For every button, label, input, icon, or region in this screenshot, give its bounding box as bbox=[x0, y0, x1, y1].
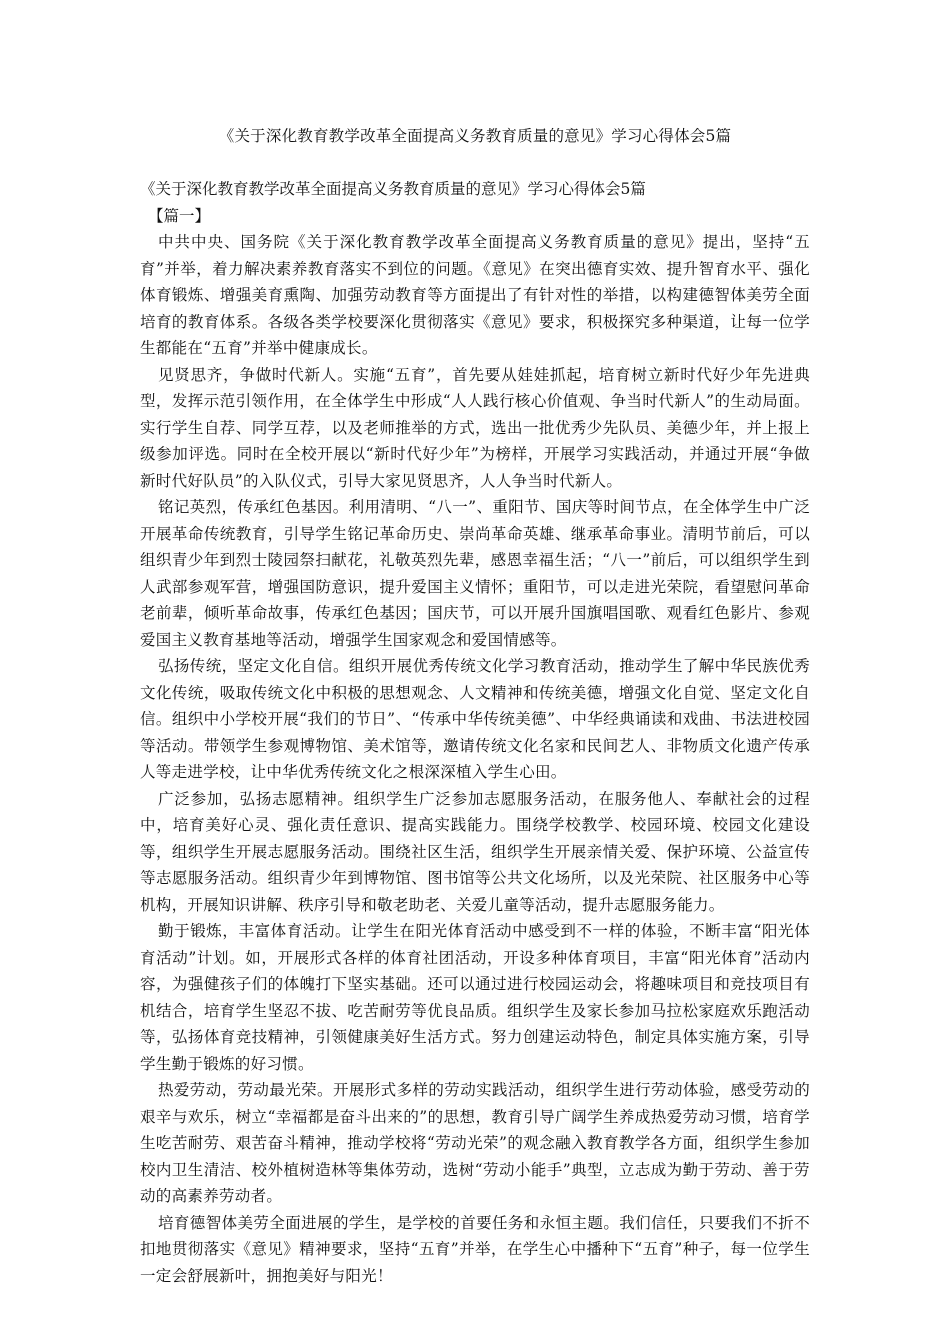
paragraph-physical-exercise: 勤于锻炼，丰富体育活动。让学生在阳光体育活动中感受到不一样的体验，不断丰富“阳光体育活动”计划。如，开展形式各样的体育社团活动，开设多种体育项目，丰富“阳光体育”活动内容，为强健孩子们的体魄打下坚实基础。还可以通过进行校园运动会，将趣味项目和竞技项目有机结合，培育学生坚忍不拔、吃苦耐劳等优良品质。组织学生及家长参加马拉松家庭欢乐跑活动等，弘扬体育竞技精神，引领健康美好生活方式。努力创建运动特色，制定具体实施方案，引导学生勤于锻炼的好习惯。 bbox=[140, 922, 810, 1073]
paragraph-red-heritage: 铭记英烈，传承红色基因。利用清明、“八一”、重阳节、国庆等时间节点，在全体学生中广泛开展革命传统教育，引导学生铭记革命历史、崇尚革命英雄、继承革命事业。清明节前后，可以组织青少年到烈士陵园祭扫献花，礼敬英烈先辈，感恩幸福生活；“八一”前后，可以组织学生到人武部参观军营，增强国防意识，提升爱国主义情怀；重阳节，可以走进光荣院，看望慰问革命老前辈，倾听革命故事，传承红色基因；国庆节，可以开展升国旗唱国歌、观看红色影片、参观爱国主义教育基地等活动，增强学生国家观念和爱国情感等。 bbox=[140, 498, 810, 649]
document-title: 《关于深化教育教学改革全面提高义务教育质量的意见》学习心得体会5篇 bbox=[218, 127, 732, 145]
paragraph-intro: 中共中央、国务院《关于深化教育教学改革全面提高义务教育质量的意见》提出，坚持“五育”并举，着力解决素养教育落实不到位的问题。《意见》在突出德育实效、提升智育水平、强化体育锻炼、增强美育熏陶、加强劳动教育等方面提出了有针对性的举措，以构建德智体美劳全面培育的教育体系。各级各类学校要深化贯彻落实《意见》要求，积极探究多种渠道，让每一位学生都能在“五育”并举中健康成长。 bbox=[140, 233, 810, 357]
paragraph-traditional-culture: 弘扬传统，坚定文化自信。组织开展优秀传统文化学习教育活动，推动学生了解中华民族优秀文化传统，吸取传统文化中积极的思想观念、人文精神和传统美德，增强文化自觉、坚定文化自信。组织中小学校开展“我们的节日”、“传承中华传统美德”、中华经典诵读和戏曲、书法进校园等活动。带领学生参观博物馆、美术馆等，邀请传统文化名家和民间艺人、非物质文化遗产传承人等走进学校，让中华优秀传统文化之根深深植入学生心田。 bbox=[140, 657, 810, 781]
paragraph-volunteer-spirit: 广泛参加，弘扬志愿精神。组织学生广泛参加志愿服务活动，在服务他人、奉献社会的过程中，培育美好心灵、强化责任意识、提高实践能力。围绕学校教学、校园环境、校园文化建设等，组织学生开展志愿服务活动。围绕社区生活，组织学生开展亲情关爱、保护环境、公益宣传等志愿服务活动。组织青少年到博物馆、图书馆等公共文化场所，以及光荣院、社区服务中心等机构，开展知识讲解、秩序引导和敬老助老、关爱儿童等活动，提升志愿服务能力。 bbox=[140, 789, 810, 914]
document-body bbox=[140, 176, 810, 1289]
paragraph-role-models: 见贤思齐，争做时代新人。实施“五育”，首先要从娃娃抓起，培育树立新时代好少年先进典型，发挥示范引领作用，在全体学生中形成“人人践行核心价值观、争当时代新人”的生动局面。实行学生自荐、同学互荐，以及老师推举的方式，选出一批优秀少先队员、美德少年，并上报上级参加评选。同时在全校开展以“新时代好少年”为榜样，开展学习实践活动，并通过开展“争做新时代好队员”的入队仪式，引导大家见贤思齐，人人争当时代新人。 bbox=[140, 365, 810, 490]
paragraph-labor-education: 热爱劳动，劳动最光荣。开展形式多样的劳动实践活动，组织学生进行劳动体验，感受劳动的艰辛与欢乐，树立“幸福都是奋斗出来的”的思想，教育引导广阔学生养成热爱劳动习惯，培育学生吃苦耐劳、艰苦奋斗精神，推动学校将“劳动光荣”的观念融入教育教学各方面，组织学生参加校内卫生清洁、校外植树造林等集体劳动，选树“劳动小能手”典型，立志成为勤于劳动、善于劳动的高素养劳动者。 bbox=[140, 1081, 810, 1205]
paragraph-conclusion: 培育德智体美劳全面进展的学生，是学校的首要任务和永恒主题。我们信任，只要我们不折不扣地贯彻落实《意见》精神要求，坚持“五育”并举，在学生心中播种下“五育”种子，每一位学生一定会舒展新叶，拥抱美好与阳光！ bbox=[140, 1213, 810, 1285]
document-subtitle: 《关于深化教育教学改革全面提高义务教育质量的意见》学习心得体会5篇 bbox=[140, 180, 646, 198]
section-label: 【篇一】 bbox=[148, 206, 211, 225]
